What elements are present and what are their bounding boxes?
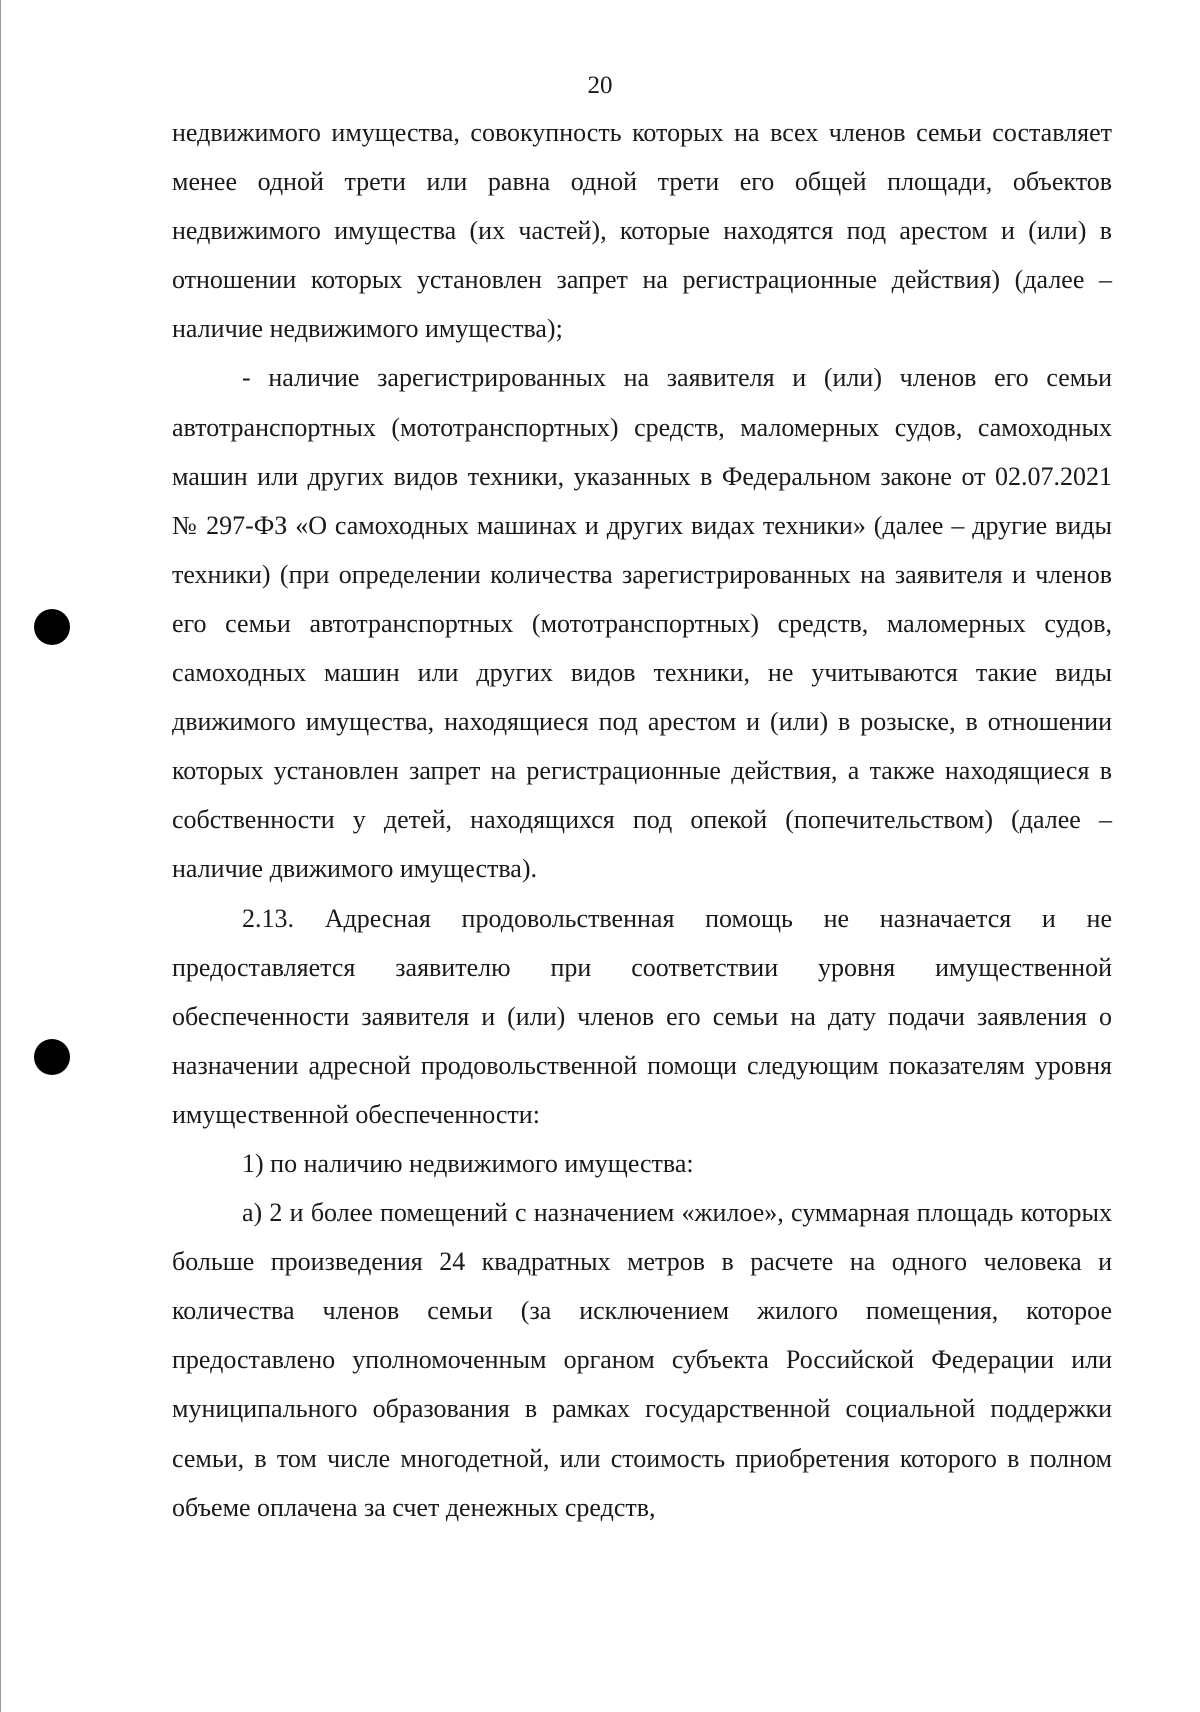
- binder-hole: [34, 609, 70, 645]
- page-number: 20: [587, 72, 613, 99]
- paragraph: а) 2 и более помещений с назначением «жилое», суммарная площадь которых больше произведения 24 квадратных метров в расчете на одного человека и количества членов семьи (за исключением жилого помещения, которое предоставлено уполномоченным органом субъекта Российской Федерации или муниципального образования в рамках государственной социальной поддержки семьи, в том числе многодетной, или стоимость приобретения которого в полном объеме оплачена за счет денежных средств,: [172, 1198, 1112, 1522]
- paragraph: недвижимого имущества, совокупность которых на всех членов семьи составляет менее одной трети или равна одной трети его общей площади, объектов недвижимого имущества (их частей), которые находятся под арестом и (или) в отношении которых установлен запрет на регистрационные действия) (далее – наличие недвижимого имущества);: [172, 118, 1112, 344]
- document-body: [172, 108, 1112, 1532]
- paragraph: - наличие зарегистрированных на заявителя и (или) членов его семьи автотранспортных (мототранспортных) средств, маломерных судов, самоходных машин или других видов техники, указанных в Федеральном законе от 02.07.2021 № 297-ФЗ «О самоходных машинах и других видах техники» (далее – другие виды техники) (при определении количества зарегистрированных на заявителя и членов его семьи автотранспортных (мототранспортных) средств, маломерных судов, самоходных машин или других видов техники, не учитываются такие виды движимого имущества, находящиеся под арестом и (или) в розыске, в отношении которых установлен запрет на регистрационные действия, а также находящиеся в собственности у детей, находящихся под опекой (попечительством) (далее – наличие движимого имущества).: [172, 363, 1112, 884]
- scan-edge: [0, 0, 1, 1712]
- paragraph: 1) по наличию недвижимого имущества:: [242, 1148, 694, 1178]
- binder-hole: [34, 1039, 70, 1075]
- paragraph: 2.13. Адресная продовольственная помощь не назначается и не предоставляется заявителю при соответствии уровня имущественной обеспеченности заявителя и (или) членов его семьи на дату подачи заявления о назначении адресной продовольственной помощи следующим показателям уровня имущественной обеспеченности:: [172, 903, 1112, 1129]
